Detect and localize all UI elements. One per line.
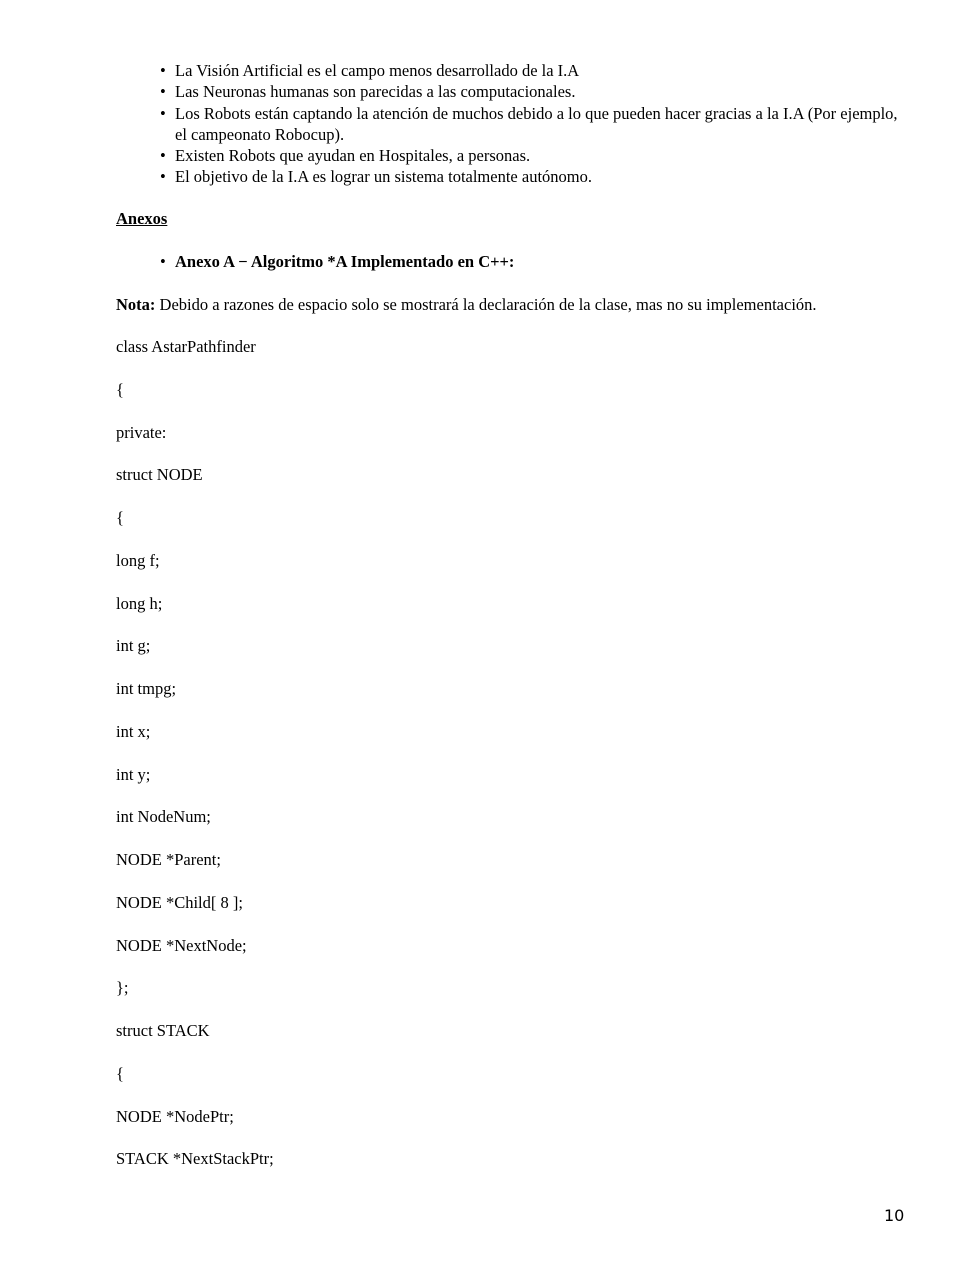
bullet-dot-icon: • — [160, 82, 166, 102]
bullet-item — [160, 60, 900, 81]
bullet-item — [160, 166, 900, 187]
code-line: { — [116, 508, 124, 527]
note-label: Nota: — [116, 295, 156, 314]
bullet-dot-icon: • — [160, 61, 166, 80]
bullet-text: La Visión Artificial es el campo menos desarrollado de la I.A — [175, 61, 580, 80]
bullet-dot-icon: • — [160, 146, 166, 166]
bullet-text: El objetivo de la I.A es lograr un sistema totalmente autónomo. — [175, 167, 592, 187]
code-line: private: — [116, 422, 167, 442]
bullet-item — [160, 103, 900, 146]
code-line: int x; — [116, 721, 151, 741]
bullet-item — [160, 81, 900, 102]
page-number: 10 — [884, 1206, 905, 1225]
note-paragraph — [116, 294, 916, 316]
bullet-text: Las Neuronas humanas son parecidas a las computacionales. — [175, 82, 576, 102]
bullet-dot-icon: • — [160, 252, 166, 271]
annex-a-item — [160, 251, 514, 273]
code-listing — [116, 336, 274, 1191]
code-line: { — [116, 379, 124, 399]
code-line: NODE *NodePtr; — [116, 1106, 234, 1126]
code-line: struct NODE — [116, 465, 203, 485]
bullet-dot-icon: • — [160, 103, 166, 123]
code-line: NODE *NextNode; — [116, 935, 247, 955]
bullet-dot-icon: • — [160, 167, 166, 187]
code-line: long h; — [116, 593, 163, 613]
bullet-text: Los Robots están captando la atención de muchos debido a lo que pueden hacer gracias a la I.A (Por ejemplo, el campeonato Robocup). — [175, 103, 898, 144]
code-line: class AstarPathfinder — [116, 337, 256, 356]
code-line: int y; — [116, 764, 151, 784]
bullet-text: Existen Robots que ayudan en Hospitales, a personas. — [175, 146, 531, 166]
code-line: int g; — [116, 636, 151, 656]
section-heading-anexos: Anexos — [116, 209, 168, 228]
code-line: int NodeNum; — [116, 807, 211, 827]
code-line: }; — [116, 978, 129, 998]
code-line: struct STACK — [116, 1021, 210, 1040]
conclusions-bullet-list — [160, 60, 900, 188]
code-line: NODE *Child[ 8 ]; — [116, 892, 243, 912]
code-line: { — [116, 1063, 124, 1083]
bullet-item — [160, 145, 900, 166]
code-line: NODE *Parent; — [116, 850, 221, 869]
code-line: STACK *NextStackPtr; — [116, 1149, 274, 1169]
note-text: Debido a razones de espacio solo se mostrará la declaración de la clase, mas no su implementación. — [155, 295, 817, 314]
code-line: int tmpg; — [116, 679, 177, 698]
annex-a-title: Anexo A − Algoritmo *A Implementado en C++: — [175, 252, 515, 271]
code-line: long f; — [116, 550, 160, 570]
